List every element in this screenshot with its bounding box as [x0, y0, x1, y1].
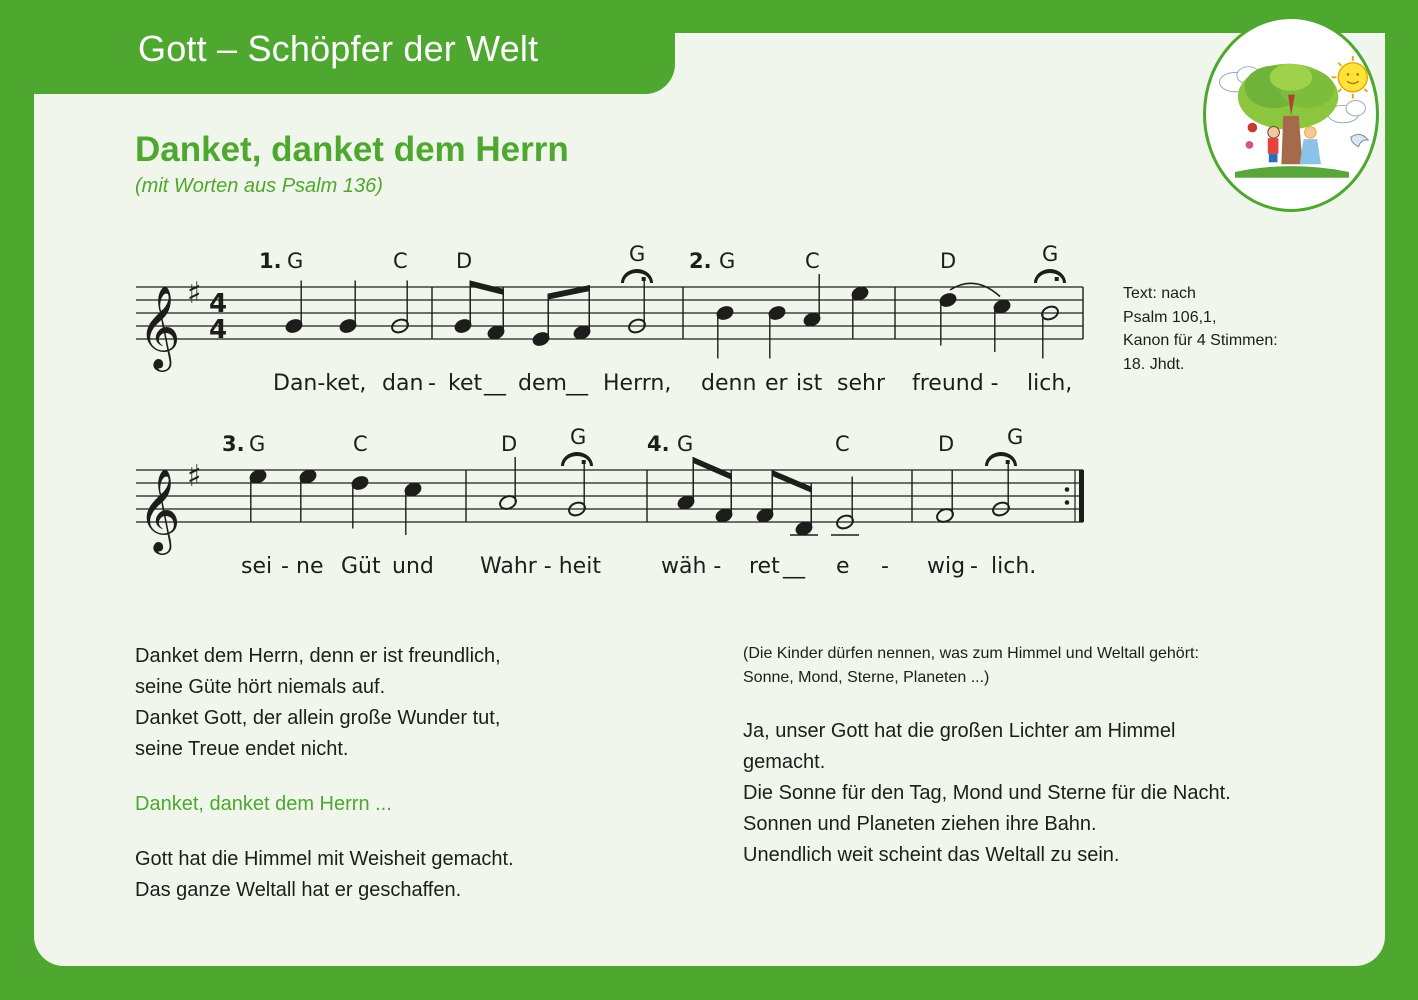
- credit-line: Psalm 106,1,: [1123, 308, 1217, 326]
- lyric-syllable: ist: [796, 371, 823, 396]
- song-title: Danket, danket dem Herrn: [135, 130, 569, 169]
- lyric-syllable: Güt: [341, 554, 381, 579]
- credit-line: Text: nach: [1123, 285, 1196, 302]
- lyric-syllable: ket: [448, 371, 483, 396]
- flower-icon: [1246, 141, 1254, 149]
- instruction-note: [743, 642, 1199, 690]
- verse-line: Danket dem Herrn, denn er ist freundlich,: [135, 645, 501, 667]
- lyric-syllable: __: [783, 554, 805, 579]
- treble-clef-icon: 𝄞: [138, 467, 181, 551]
- verse-stanza-1: [135, 641, 501, 765]
- lyric-syllable: und: [392, 554, 434, 579]
- sharp-icon: ♯: [187, 276, 202, 311]
- refrain-text: Danket, danket dem Herrn ...: [135, 793, 392, 815]
- chord-symbol: G: [719, 249, 736, 273]
- chord-symbol: G: [629, 242, 646, 266]
- chord-symbol: D: [940, 249, 957, 273]
- verse-line: gemacht.: [743, 751, 826, 773]
- lyric-syllable: freund -: [912, 371, 999, 396]
- lyric-syllable: denn: [701, 371, 757, 396]
- lyric-syllable: lich,: [1027, 371, 1073, 396]
- tree-with-children-illustration-icon: [1203, 16, 1379, 212]
- verse-line: seine Güte hört niemals auf.: [135, 676, 386, 698]
- verse-line: Unendlich weit scheint das Weltall zu sein.: [743, 844, 1120, 866]
- verse-line: seine Treue endet nicht.: [135, 738, 349, 760]
- grass-icon: [1235, 166, 1349, 178]
- verse-line: Sonnen und Planeten ziehen ihre Bahn.: [743, 813, 1097, 835]
- section-title: Gott – Schöpfer der Welt: [138, 28, 539, 69]
- canon-entry-number: 3.: [222, 432, 245, 456]
- chord-symbol: C: [805, 249, 820, 273]
- refrain-line: [135, 789, 392, 820]
- chord-symbol: G: [1042, 242, 1059, 266]
- lyric-syllable: wäh -: [661, 554, 722, 579]
- instruction-line: (Die Kinder dürfen nennen, was zum Himmel und Weltall gehört:: [743, 645, 1199, 662]
- dove-icon: [1351, 134, 1368, 146]
- lyric-syllable: ret: [749, 554, 780, 579]
- chord-symbol: G: [287, 249, 304, 273]
- verse-stanza-2: [135, 844, 514, 906]
- chord-symbol: D: [938, 432, 955, 456]
- time-signature-bottom: 4: [209, 315, 228, 345]
- illustration-svg: [1206, 19, 1376, 209]
- lyric-syllable: e: [836, 554, 850, 579]
- lyric-syllable: lich.: [991, 554, 1037, 579]
- verse-line: Das ganze Weltall hat er geschaffen.: [135, 879, 462, 901]
- bird-icon: [1248, 123, 1258, 133]
- lyric-syllable: -: [281, 554, 289, 579]
- verse-line: Ja, unser Gott hat die großen Lichter am Himmel: [743, 720, 1176, 742]
- verse-stanza-3: [743, 716, 1231, 871]
- chord-symbol: D: [501, 432, 518, 456]
- lyric-syllable: sei: [241, 554, 273, 579]
- lyric-syllable: Dan-ket,: [273, 371, 367, 396]
- lyric-syllable: wig: [927, 554, 966, 579]
- canon-entry-number: 2.: [689, 249, 712, 273]
- time-signature-top: 4: [209, 289, 228, 319]
- lyric-syllable: __: [566, 371, 588, 396]
- credit-line: 18. Jhdt.: [1123, 355, 1185, 373]
- credit-line: Kanon für 4 Stimmen:: [1123, 332, 1278, 349]
- chord-symbol: G: [1007, 425, 1024, 449]
- chord-symbol: D: [456, 249, 473, 273]
- verse-line: Danket Gott, der allein große Wunder tut,: [135, 707, 501, 729]
- chord-symbol: C: [353, 432, 368, 456]
- chord-symbol: G: [249, 432, 266, 456]
- treble-clef-icon: 𝄞: [138, 284, 181, 368]
- instruction-line: Sonne, Mond, Sterne, Planeten ...): [743, 669, 990, 686]
- lyric-syllable: -: [970, 554, 978, 579]
- chord-symbol: C: [393, 249, 408, 273]
- lyric-syllable: ne: [296, 554, 324, 579]
- lyric-syllable: Herrn,: [603, 371, 672, 396]
- lyric-syllable: er: [765, 371, 788, 396]
- sharp-icon: ♯: [187, 459, 202, 494]
- lyric-syllable: dan: [382, 371, 424, 396]
- chord-symbol: G: [570, 425, 587, 449]
- chord-symbol: C: [835, 432, 850, 456]
- tree-icon: [1238, 64, 1338, 164]
- song-credits: [1123, 282, 1278, 376]
- lyric-syllable: Wahr - heit: [480, 554, 601, 579]
- lyric-syllable: -: [881, 554, 889, 579]
- section-tab: [0, 0, 675, 94]
- song-subtitle: (mit Worten aus Psalm 136): [135, 175, 383, 197]
- verse-line: Gott hat die Himmel mit Weisheit gemacht.: [135, 848, 514, 870]
- canon-entry-number: 4.: [647, 432, 670, 456]
- verse-line: Die Sonne für den Tag, Mond und Sterne für die Nacht.: [743, 782, 1231, 804]
- lyric-syllable: __: [484, 371, 506, 396]
- lyric-syllable: sehr: [837, 371, 885, 396]
- chord-symbol: G: [677, 432, 694, 456]
- canon-entry-number: 1.: [259, 249, 282, 273]
- lyric-syllable: dem: [518, 371, 567, 396]
- lyric-syllable: -: [428, 371, 436, 396]
